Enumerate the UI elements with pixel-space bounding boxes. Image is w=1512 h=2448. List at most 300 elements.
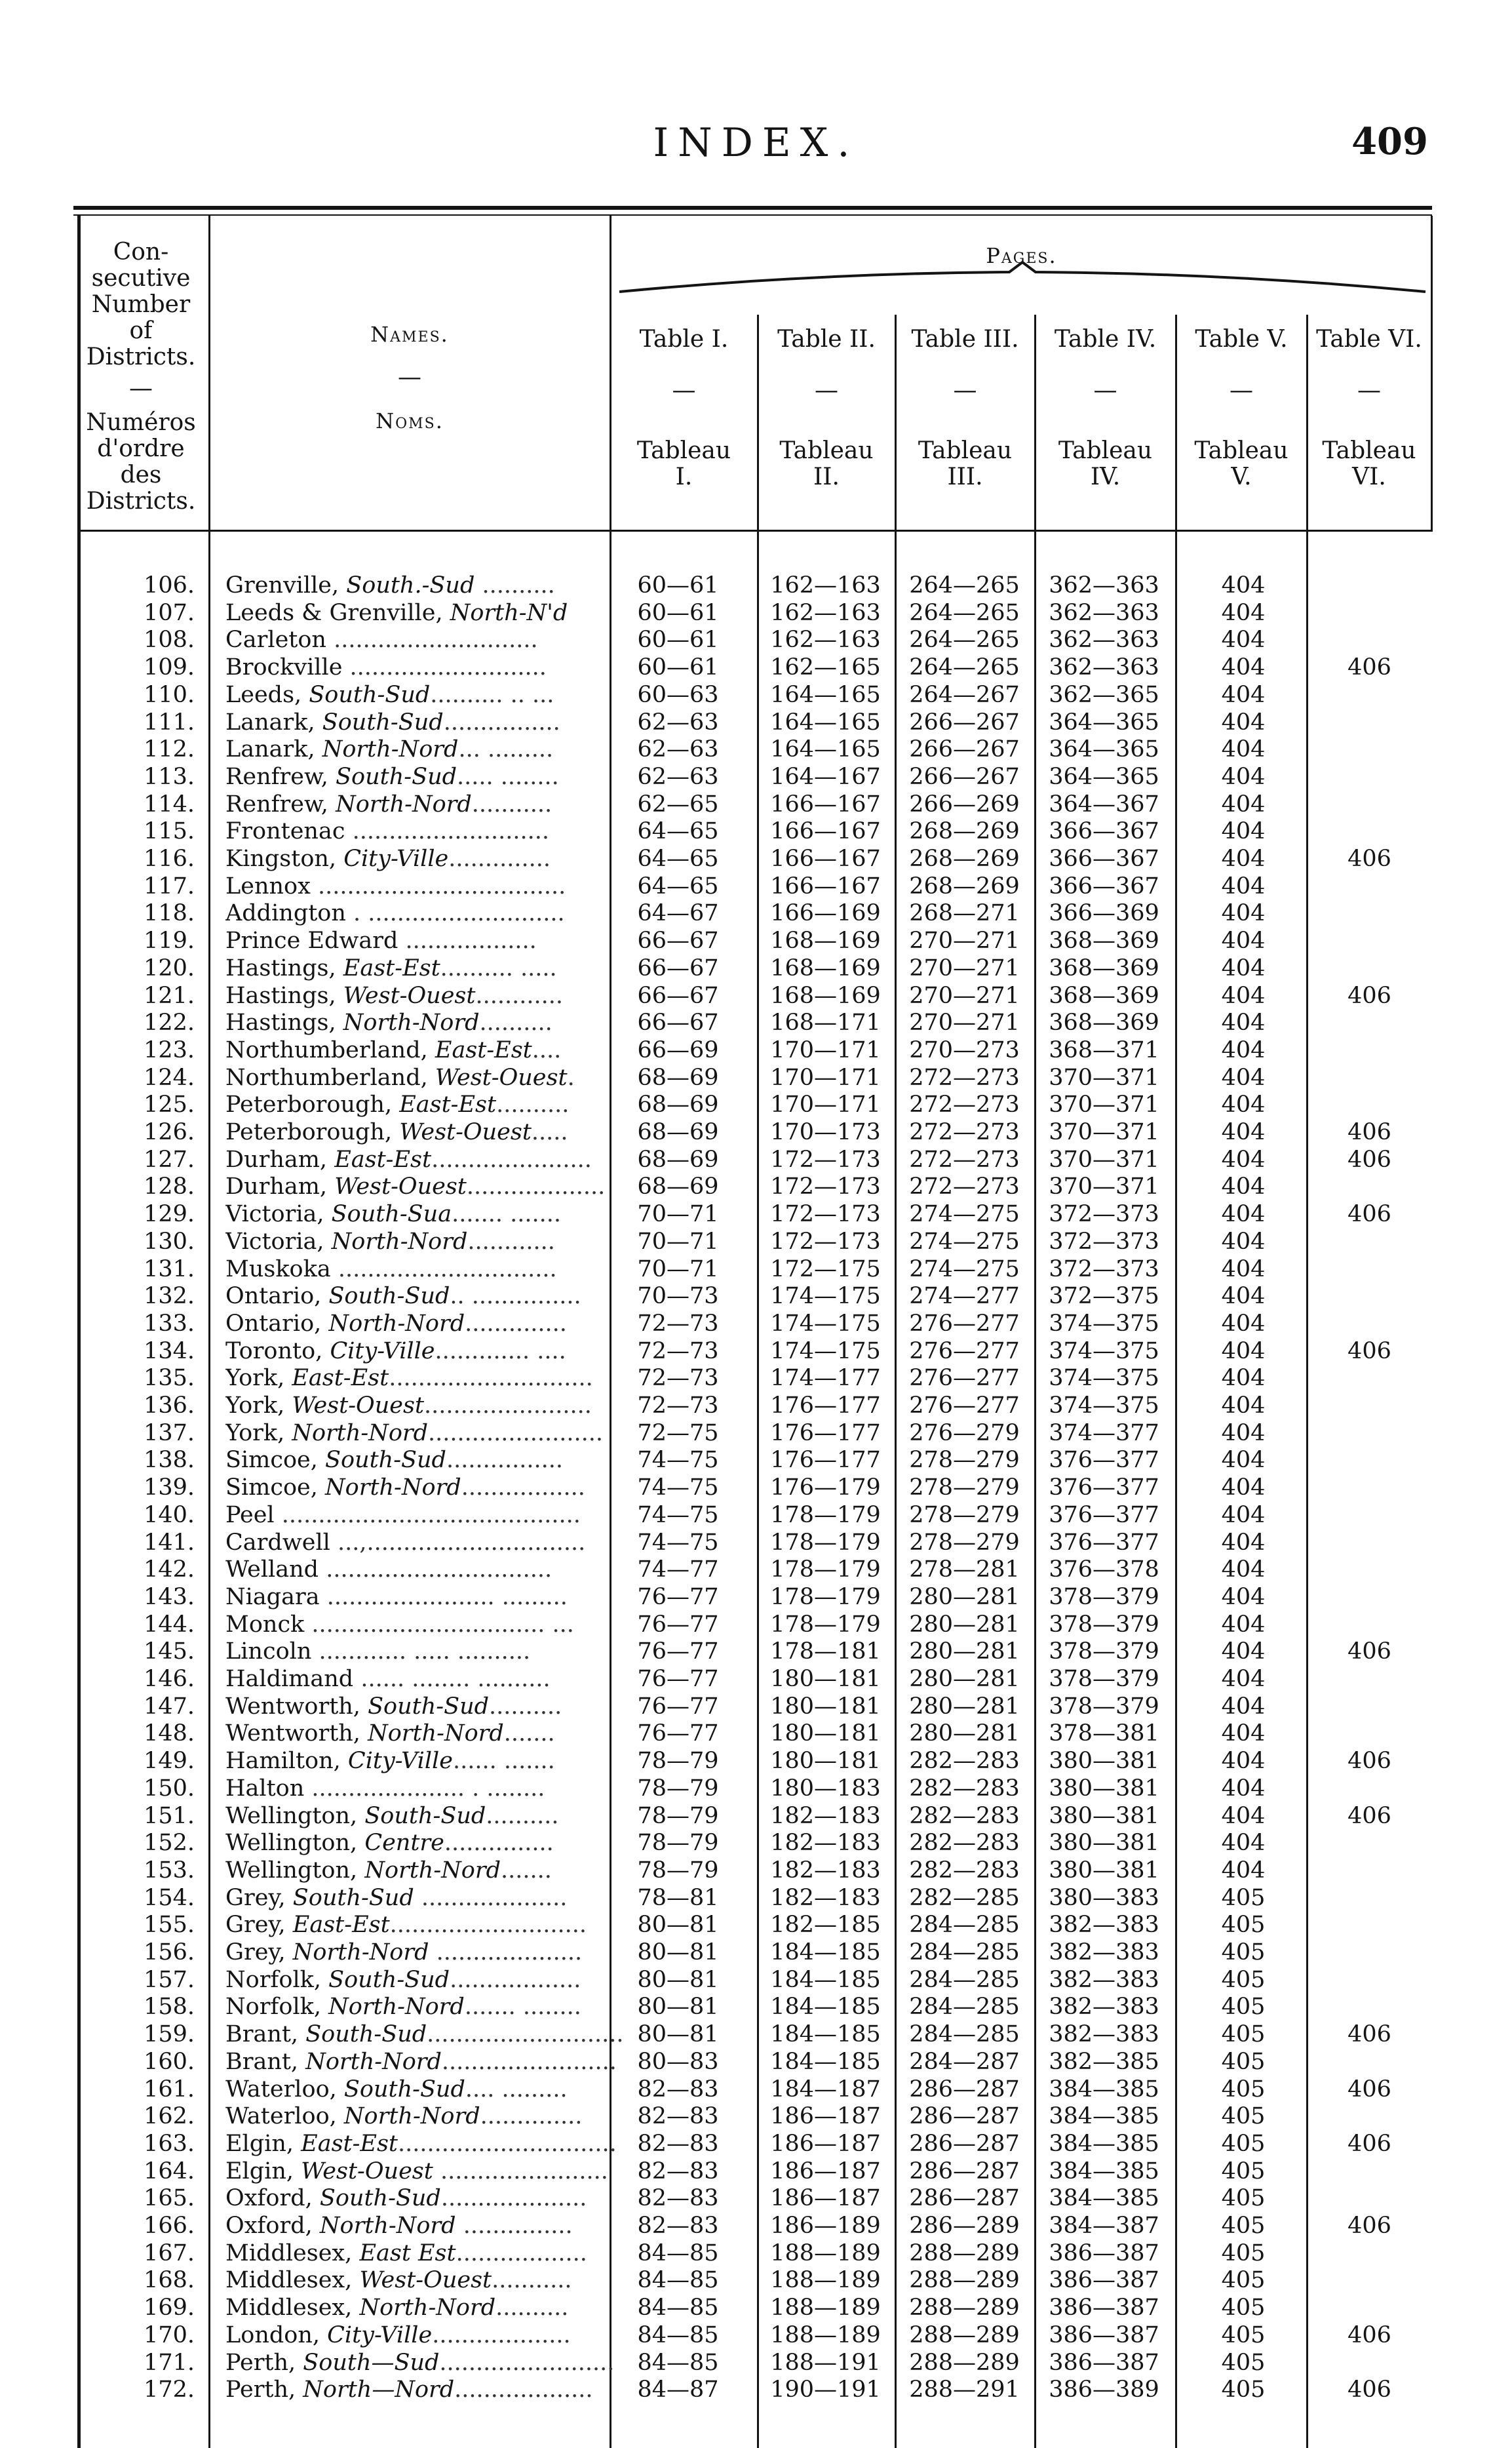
page-title: INDEX.: [653, 120, 859, 166]
pages-table-3: 282—285: [909, 1884, 1020, 1911]
pages-table-1: 68—69: [637, 1174, 719, 1200]
pages-table-2: 178—179: [770, 1501, 881, 1528]
table-row: [73, 1229, 1432, 1256]
district-name-text: Haldimand: [225, 1666, 354, 1692]
district-name: [225, 1420, 671, 1448]
district-number: 165.: [144, 2185, 195, 2212]
pages-table-1: 74—75: [637, 1529, 719, 1556]
leader-dots: .................: [461, 1474, 585, 1501]
pages-table-3: 268—269: [909, 818, 1020, 845]
pages-table-6: 406: [1347, 2130, 1391, 2157]
leader-dots: ............. ....: [435, 1337, 566, 1364]
pages-table-2: 168—169: [770, 955, 881, 981]
header-table-3: Table III.: [911, 326, 1019, 353]
pages-table-1: 62—63: [637, 736, 719, 763]
pages-table-4: 384—387: [1049, 2213, 1159, 2239]
table-row: [73, 846, 1432, 873]
table-row: [73, 572, 1432, 600]
top-rule-thick: [73, 206, 1432, 210]
pages-table-2: 190—191: [770, 2377, 881, 2403]
pages-table-2: 186—187: [770, 2158, 881, 2184]
pages-table-2: 178—179: [770, 1583, 881, 1610]
pages-table-4: 374—377: [1049, 1419, 1159, 1446]
district-name-text: Halton: [225, 1775, 305, 1802]
pages-table-2: 180—181: [770, 1693, 881, 1720]
pages-table-2: 174—175: [770, 1337, 881, 1364]
pages-table-1: 74—75: [637, 1447, 719, 1474]
district-name-text: Simcoe,: [225, 1447, 318, 1474]
pages-table-4: 366—369: [1049, 900, 1159, 927]
pages-table-1: 74—75: [637, 1501, 719, 1528]
district-name-text: Leeds,: [225, 681, 302, 708]
pages-table-1: 80—81: [637, 1994, 719, 2021]
pages-table-2: 184—185: [770, 1994, 881, 2021]
table-row: [73, 1037, 1432, 1065]
district-name: [225, 1748, 671, 1775]
table-row: [73, 1010, 1432, 1037]
pages-table-4: 368—369: [1049, 982, 1159, 1009]
district-subdivision: East Est: [359, 2240, 456, 2266]
pages-table-2: 184—187: [770, 2076, 881, 2103]
pages-table-5: 404: [1221, 1228, 1266, 1255]
district-name-text: Frontenac: [225, 818, 345, 845]
leader-dots: ....................: [440, 2185, 587, 2212]
district-name: [225, 2377, 671, 2404]
district-name: [225, 2322, 671, 2350]
table-row: [73, 1065, 1432, 1092]
pages-table-3: 270—273: [909, 1036, 1020, 1063]
table-row: [73, 1530, 1432, 1557]
pages-table-1: 78—79: [637, 1775, 719, 1802]
header-tableau-2: Tableau II.: [779, 437, 874, 490]
pages-table-4: 386—387: [1049, 2349, 1159, 2376]
pages-table-5: 404: [1221, 1392, 1266, 1419]
district-number: 153.: [144, 1857, 195, 1884]
district-name-text: Northumberland,: [225, 1036, 428, 1063]
leader-dots: ...................: [454, 2377, 593, 2403]
pages-table-3: 282—283: [909, 1830, 1020, 1857]
district-subdivision: East-Est: [334, 1146, 432, 1173]
district-name-text: London,: [225, 2321, 320, 2348]
district-name: [225, 1474, 671, 1502]
table-row: [73, 2240, 1432, 2268]
pages-table-3: 280—281: [909, 1583, 1020, 1610]
leader-dots: ..................................: [318, 873, 566, 899]
pages-table-1: 80—81: [637, 1939, 719, 1965]
district-subdivision: North-Nord: [364, 1857, 501, 1884]
district-name-text: Niagara: [225, 1583, 320, 1610]
table-row: [73, 1365, 1432, 1392]
pages-table-1: 70—71: [637, 1201, 719, 1228]
pages-table-4: 368—371: [1049, 1036, 1159, 1063]
district-name: [225, 627, 671, 654]
pages-table-4: 374—375: [1049, 1310, 1159, 1337]
pages-table-3: 274—275: [909, 1228, 1020, 1255]
pages-table-2: 186—189: [770, 2213, 881, 2239]
leader-dots: ..............: [480, 2103, 583, 2130]
pages-table-5: 405: [1221, 1939, 1266, 1965]
leader-dots: ...........................: [389, 1912, 587, 1939]
pages-table-3: 264—267: [909, 681, 1020, 708]
district-number: 119.: [144, 928, 195, 955]
district-name: [225, 1065, 671, 1092]
leader-dots: ...........................: [427, 2021, 624, 2048]
pages-table-5: 404: [1221, 1529, 1266, 1556]
table-row: [73, 2322, 1432, 2350]
district-name: [225, 791, 671, 819]
table-row: [73, 1803, 1432, 1830]
district-subdivision: South-Sud: [319, 2185, 441, 2212]
table-row: [73, 1556, 1432, 1584]
district-name: [225, 709, 671, 737]
pages-table-5: 404: [1221, 1337, 1266, 1364]
district-subdivision: South-Sud: [364, 1802, 486, 1829]
district-number: 142.: [144, 1556, 195, 1583]
leader-dots: ........................: [439, 2349, 615, 2376]
pages-table-5: 404: [1221, 1748, 1266, 1775]
leader-dots: ......................: [431, 1146, 592, 1173]
district-name: [225, 2103, 671, 2131]
pages-table-1: 78—79: [637, 1830, 719, 1857]
district-number: 140.: [144, 1501, 195, 1528]
pages-table-2: 166—169: [770, 900, 881, 927]
table-row: [73, 1857, 1432, 1885]
pages-table-3: 266—267: [909, 709, 1020, 736]
leader-dots: ..........: [495, 2295, 569, 2321]
district-number: 121.: [144, 982, 195, 1009]
district-subdivision: North-N'd: [450, 599, 568, 626]
pages-table-1: 62—65: [637, 791, 719, 818]
pages-table-5: 404: [1221, 1419, 1266, 1446]
pages-table-2: 182—183: [770, 1884, 881, 1911]
district-name: [225, 1885, 671, 1912]
district-number: 168.: [144, 2267, 195, 2294]
header-table-1: Table I.: [639, 326, 729, 353]
district-name: [225, 1830, 671, 1857]
leader-dots: ..................: [405, 928, 537, 955]
pages-table-5: 404: [1221, 1146, 1266, 1173]
pages-table-4: 384—385: [1049, 2103, 1159, 2130]
pages-table-1: 72—73: [637, 1365, 719, 1392]
district-subdivision: North-Nord: [359, 2295, 496, 2321]
district-name: [225, 2049, 671, 2076]
header-tableau-1: Tableau I.: [636, 437, 731, 490]
pages-table-2: 184—185: [770, 1939, 881, 1965]
pages-table-5: 405: [1221, 2158, 1266, 2184]
pages-table-2: 188—189: [770, 2295, 881, 2321]
pages-table-5: 405: [1221, 1994, 1266, 2021]
pages-table-2: 176—177: [770, 1447, 881, 1474]
table-row: [73, 1256, 1432, 1284]
pages-table-2: 168—171: [770, 1010, 881, 1036]
pages-table-1: 80—81: [637, 1966, 719, 1993]
leader-dots: ..................: [456, 2240, 587, 2266]
district-name-text: Middlesex,: [225, 2240, 353, 2266]
pages-table-4: 374—375: [1049, 1337, 1159, 1364]
pages-table-4: 366—367: [1049, 846, 1159, 872]
pages-table-2: 166—167: [770, 873, 881, 899]
district-number: 163.: [144, 2130, 195, 2157]
leader-dots: ..........: [479, 1010, 552, 1036]
district-name: [225, 2158, 671, 2186]
leader-dots: ...........................: [352, 818, 549, 845]
pages-table-3: 276—279: [909, 1419, 1020, 1446]
header-bottom-rule: [77, 530, 1433, 532]
pages-table-2: 162—163: [770, 627, 881, 654]
pages-table-2: 188—189: [770, 2267, 881, 2294]
district-number: 158.: [144, 1994, 195, 2021]
district-number: 155.: [144, 1912, 195, 1939]
header-table-dash: —: [1357, 377, 1381, 404]
district-subdivision: North-Nord: [343, 1010, 480, 1036]
pages-table-5: 404: [1221, 873, 1266, 899]
pages-table-1: 78—81: [637, 1884, 719, 1911]
district-name: [225, 2021, 671, 2049]
pages-table-5: 404: [1221, 1583, 1266, 1610]
district-name-text: Lanark,: [225, 709, 315, 736]
header-number-dash: —: [129, 375, 153, 402]
header-number-en: Con- secutive Number of Districts.: [86, 239, 196, 370]
pages-table-1: 84—85: [637, 2321, 719, 2348]
district-name: [225, 900, 671, 928]
pages-table-2: 182—185: [770, 1912, 881, 1939]
district-number: 134.: [144, 1337, 195, 1364]
pages-table-5: 405: [1221, 2021, 1266, 2048]
table-row: [73, 1885, 1432, 1912]
leader-dots: .......... .....: [440, 955, 557, 981]
table-row: [73, 873, 1432, 901]
district-subdivision: North-Nord: [328, 1994, 465, 2021]
pages-table-6: 406: [1347, 654, 1391, 681]
district-number: 149.: [144, 1748, 195, 1775]
leader-dots: ...................: [466, 1174, 606, 1200]
district-name: [225, 873, 671, 901]
district-name: [225, 654, 671, 682]
district-name: [225, 2240, 671, 2268]
district-name-text: Lincoln: [225, 1638, 312, 1665]
leader-dots: .........................................: [281, 1501, 581, 1528]
pages-table-1: 76—77: [637, 1720, 719, 1747]
district-number: 125.: [144, 1092, 195, 1118]
pages-table-4: 378—379: [1049, 1583, 1159, 1610]
pages-table-4: 372—375: [1049, 1283, 1159, 1310]
pages-table-5: 404: [1221, 1857, 1266, 1884]
district-subdivision: North-Nord: [292, 1939, 429, 1965]
district-name: [225, 1775, 671, 1803]
leader-dots: ....... .......: [452, 1201, 561, 1228]
pages-table-3: 268—269: [909, 873, 1020, 899]
pages-table-3: 284—285: [909, 1994, 1020, 2021]
pages-table-4: 386—387: [1049, 2267, 1159, 2294]
pages-table-4: 368—369: [1049, 928, 1159, 955]
pages-table-4: 370—371: [1049, 1146, 1159, 1173]
leader-dots: ............................: [334, 627, 538, 654]
pages-table-5: 404: [1221, 846, 1266, 872]
district-number: 137.: [144, 1419, 195, 1446]
pages-table-2: 170—171: [770, 1092, 881, 1118]
pages-table-4: 364—365: [1049, 709, 1159, 736]
district-subdivision: East-Est: [292, 1365, 389, 1392]
pages-table-5: 404: [1221, 1010, 1266, 1036]
district-subdivision: North-Nord: [331, 1228, 468, 1255]
header-table-dash: —: [815, 377, 838, 404]
leader-dots: ....: [532, 1036, 562, 1063]
leader-dots: ................................ ...: [311, 1611, 574, 1638]
pages-table-5: 405: [1221, 2240, 1266, 2266]
pages-table-5: 404: [1221, 1255, 1266, 1282]
pages-table-2: 172—173: [770, 1174, 881, 1200]
header-names-en: Names.: [370, 322, 449, 347]
pages-table-2: 168—169: [770, 928, 881, 955]
district-number: 126.: [144, 1119, 195, 1145]
table-row: [73, 764, 1432, 791]
pages-table-4: 384—385: [1049, 2158, 1159, 2184]
header-table-2: Table II.: [777, 326, 876, 353]
table-row: [73, 1392, 1432, 1420]
pages-table-3: 270—271: [909, 955, 1020, 981]
district-number: 117.: [144, 873, 195, 899]
leader-dots: .. ...............: [450, 1283, 581, 1310]
district-name: [225, 1311, 671, 1338]
leader-dots: .......................: [424, 1392, 592, 1419]
pages-table-3: 264—265: [909, 654, 1020, 681]
table-row: [73, 627, 1432, 654]
pages-table-6: 406: [1347, 2021, 1391, 2048]
district-subdivision: City-Ville: [347, 1748, 453, 1775]
pages-table-5: 404: [1221, 1119, 1266, 1145]
pages-table-5: 404: [1221, 599, 1266, 626]
pages-table-2: 184—185: [770, 1966, 881, 1993]
pages-table-6: 406: [1347, 1201, 1391, 1228]
pages-table-1: 62—63: [637, 763, 719, 790]
district-name-text: Northumberland,: [225, 1064, 428, 1091]
pages-table-5: 404: [1221, 1310, 1266, 1337]
pages-table-3: 272—273: [909, 1119, 1020, 1145]
pages-table-3: 280—281: [909, 1666, 1020, 1692]
pages-table-2: 172—175: [770, 1255, 881, 1282]
district-name-text: Middlesex,: [225, 2295, 353, 2321]
pages-table-4: 362—365: [1049, 681, 1159, 708]
table-row: [73, 1447, 1432, 1474]
pages-table-2: 166—167: [770, 846, 881, 872]
pages-table-5: 404: [1221, 1092, 1266, 1118]
table-row: [73, 1147, 1432, 1174]
pages-table-2: 166—167: [770, 791, 881, 818]
pages-table-2: 172—173: [770, 1228, 881, 1255]
district-subdivision: North-Nord: [305, 2048, 442, 2075]
pages-table-2: 174—175: [770, 1283, 881, 1310]
pages-table-1: 60—63: [637, 681, 719, 708]
pages-table-3: 288—289: [909, 2295, 1020, 2321]
pages-table-1: 84—85: [637, 2240, 719, 2266]
pages-table-2: 178—179: [770, 1611, 881, 1638]
district-name-text: Renfrew,: [225, 791, 328, 818]
district-number: 106.: [144, 572, 195, 599]
table-row: [73, 791, 1432, 819]
district-name-text: Brant,: [225, 2021, 299, 2048]
district-name-text: Simcoe,: [225, 1474, 318, 1501]
pages-table-2: 180—183: [770, 1775, 881, 1802]
pages-table-1: 68—69: [637, 1064, 719, 1091]
pages-table-3: 288—289: [909, 2321, 1020, 2348]
pages-table-2: 178—179: [770, 1529, 881, 1556]
district-name-text: Kingston,: [225, 846, 337, 872]
district-number: 172.: [144, 2377, 195, 2403]
pages-table-5: 404: [1221, 681, 1266, 708]
pages-table-2: 164—165: [770, 736, 881, 763]
district-name-text: Waterloo,: [225, 2103, 337, 2130]
pages-table-2: 186—187: [770, 2103, 881, 2130]
table-row: [73, 1201, 1432, 1229]
pages-table-5: 404: [1221, 1201, 1266, 1228]
leader-dots: ..........: [486, 1802, 559, 1829]
pages-table-3: 272—273: [909, 1092, 1020, 1118]
district-name: [225, 2295, 671, 2322]
pages-table-5: 404: [1221, 1474, 1266, 1501]
pages-table-4: 382—383: [1049, 1939, 1159, 1965]
table-row: [73, 1474, 1432, 1502]
pages-table-1: 82—83: [637, 2103, 719, 2130]
district-number: 161.: [144, 2076, 195, 2103]
pages-table-4: 370—371: [1049, 1119, 1159, 1145]
district-name-text: Peel: [225, 1501, 275, 1528]
pages-table-1: 72—73: [637, 1392, 719, 1419]
district-subdivision: North-Nord: [343, 2103, 480, 2130]
pages-brace: [616, 259, 1429, 298]
pages-table-4: 384—385: [1049, 2130, 1159, 2157]
pages-table-4: 368—369: [1049, 1010, 1159, 1036]
pages-table-3: 276—277: [909, 1337, 1020, 1364]
pages-table-5: 404: [1221, 736, 1266, 763]
district-name: [225, 1939, 671, 1967]
pages-table-4: 366—367: [1049, 818, 1159, 845]
district-number: 109.: [144, 654, 195, 681]
pages-table-2: 164—167: [770, 763, 881, 790]
district-number: 157.: [144, 1966, 195, 1993]
district-number: 152.: [144, 1830, 195, 1857]
pages-table-1: 64—65: [637, 846, 719, 872]
pages-table-5: 405: [1221, 1884, 1266, 1911]
district-name-text: Ontario,: [225, 1283, 322, 1310]
pages-table-4: 380—381: [1049, 1802, 1159, 1829]
pages-table-5: 405: [1221, 2377, 1266, 2403]
pages-table-6: 406: [1347, 2076, 1391, 2103]
pages-table-3: 270—271: [909, 982, 1020, 1009]
pages-table-5: 404: [1221, 627, 1266, 654]
pages-table-4: 372—373: [1049, 1228, 1159, 1255]
pages-table-4: 378—379: [1049, 1666, 1159, 1692]
table-row: [73, 2049, 1432, 2076]
leader-dots: ...... .......: [452, 1748, 555, 1775]
district-number: 156.: [144, 1939, 195, 1965]
pages-table-3: 286—287: [909, 2185, 1020, 2212]
district-subdivision: South-Sua: [331, 1201, 452, 1228]
table-row: [73, 900, 1432, 928]
pages-table-1: 66—67: [637, 982, 719, 1009]
district-subdivision: South-Sud: [292, 1884, 414, 1911]
pages-table-2: 162—165: [770, 654, 881, 681]
district-name-text: Wentworth,: [225, 1693, 360, 1720]
pages-table-2: 176—177: [770, 1392, 881, 1419]
district-subdivision: South-Sud: [336, 763, 457, 790]
district-number: 171.: [144, 2349, 195, 2376]
pages-table-5: 404: [1221, 1830, 1266, 1857]
pages-table-5: 405: [1221, 2103, 1266, 2130]
leader-dots: ....................: [414, 1884, 568, 1911]
leader-dots: ...............................: [326, 1556, 552, 1583]
pages-table-2: 186—187: [770, 2130, 881, 2157]
district-number: 111.: [144, 709, 195, 736]
